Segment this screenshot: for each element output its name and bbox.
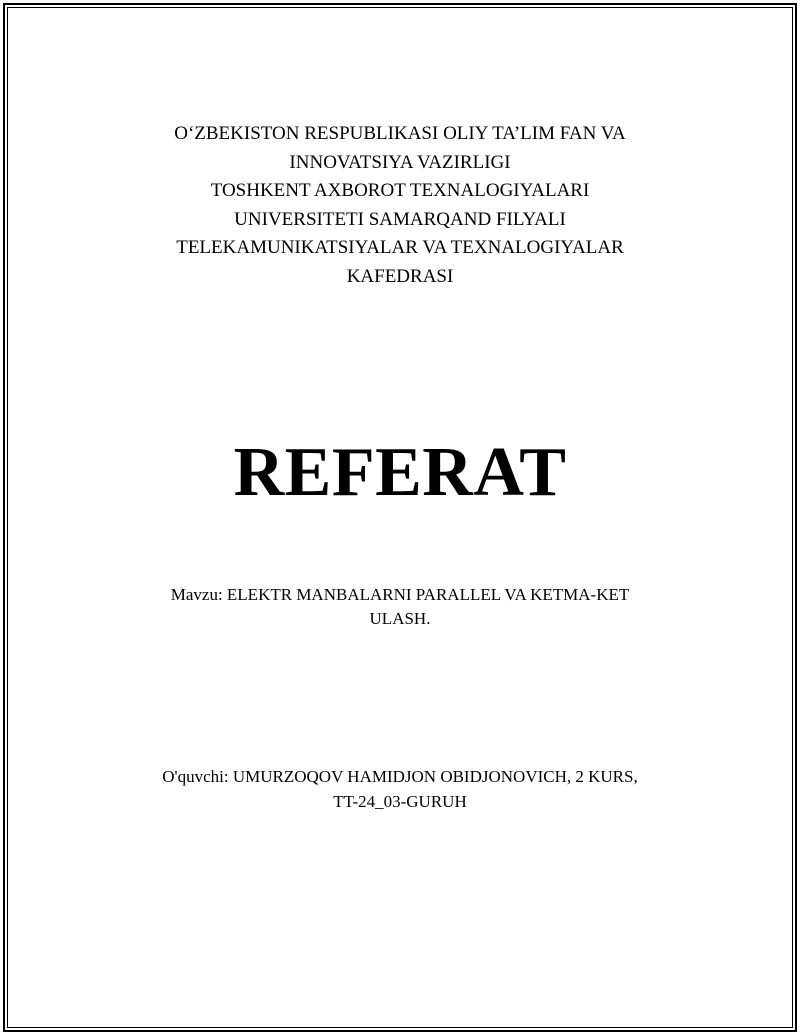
topic: [100, 583, 700, 631]
student-line: TT-24_03-GURUH: [333, 792, 467, 811]
student-line: O'quvchi: UMURZOQOV HAMIDJON OBIDJONOVICH, 2 KURS,: [162, 767, 638, 786]
header-line: KAFEDRASI: [346, 265, 454, 287]
document-title: REFERAT: [233, 434, 567, 511]
header-line: UNIVERSITETI SAMARQAND FILYALI: [234, 208, 566, 230]
header-line: INNOVATSIYA VAZIRLIGI: [289, 151, 511, 173]
topic-line: ULASH.: [369, 609, 431, 628]
header-line: TELEKAMUNIKATSIYALAR VA TEXNALOGIYALAR: [176, 237, 624, 258]
student-info: [100, 764, 700, 814]
topic-line: Mavzu: ELEKTR MANBALARNI PARALLEL VA KETMA-KET: [170, 585, 630, 604]
header-line: O‘ZBEKISTON RESPUBLIKASI OLIY TA’LIM FAN VA: [174, 123, 626, 144]
header-line: TOSHKENT AXBOROT TEXNALOGIYALARI: [210, 180, 590, 201]
ministry-header: [100, 120, 700, 291]
